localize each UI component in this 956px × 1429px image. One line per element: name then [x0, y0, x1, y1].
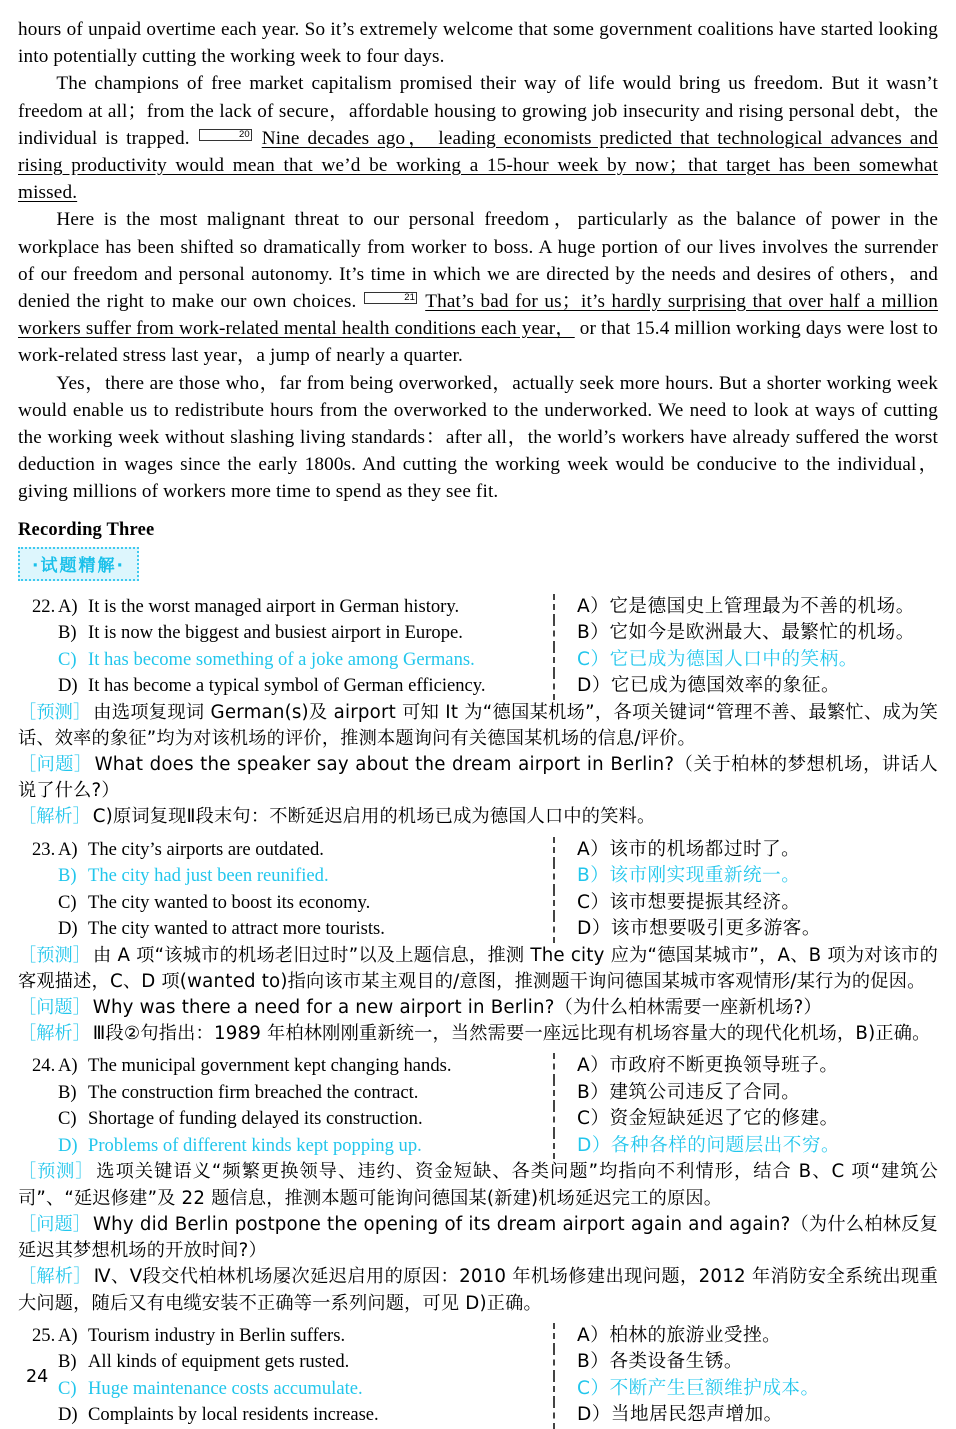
- option-text-zh: 不断产生巨额维护成本。: [609, 1377, 820, 1399]
- option-letter-zh: D）: [577, 1134, 611, 1156]
- option-letter: B): [58, 622, 77, 644]
- passage-paragraph: [18, 16, 938, 70]
- analysis-line: [18, 700, 938, 752]
- option-row[interactable]: [18, 1323, 938, 1350]
- question-number-spacer: [18, 647, 58, 674]
- option-english[interactable]: [18, 916, 553, 943]
- option-chinese[interactable]: [553, 916, 938, 943]
- option-text-zh: 各种各样的问题层出不穷。: [610, 1134, 841, 1156]
- option-text-zh: 建筑公司违反了合同。: [609, 1081, 801, 1103]
- analysis-line: [18, 943, 938, 995]
- question-number-spacer: [18, 890, 58, 917]
- option-letter-zh: C）: [577, 891, 610, 913]
- analysis-text: Why did Berlin postpone the opening of its dream airport again and again?（为什么柏林反复延迟其梦想机场的开放时间?）: [18, 1213, 938, 1262]
- option-english[interactable]: [18, 673, 553, 700]
- option-english[interactable]: [18, 647, 553, 674]
- analysis-tag: ［预测］: [18, 1161, 95, 1183]
- analysis-tag: ［问题］: [18, 997, 91, 1019]
- option-letter-zh: B）: [577, 1351, 610, 1373]
- analysis-text: 由 A 项“该城市的机场老旧过时”以及上题信息，推测 The city 应为“德国某城市”，A、B 项为对该市的客观描述，C、D 项(wanted to)指向该市某主观目的/意图，推测题干询问德国某城市客观情形/某行为的促因。: [18, 944, 938, 992]
- option-text-zh: 资金短缺延迟了它的修建。: [609, 1108, 839, 1130]
- option-text: Shortage of funding delayed its construction.: [88, 1108, 423, 1130]
- option-text: The city had just been reunified.: [88, 865, 329, 887]
- analysis-line: [18, 1159, 938, 1211]
- option-letter: A): [58, 1055, 78, 1077]
- option-letter: C): [58, 1108, 77, 1130]
- option-english[interactable]: [18, 1080, 553, 1107]
- option-chinese[interactable]: [553, 1106, 938, 1133]
- option-text-zh: 当地居民怨声增加。: [610, 1404, 783, 1426]
- option-row[interactable]: [18, 1080, 938, 1107]
- option-letter-zh: C）: [577, 648, 610, 670]
- analysis-text: Ⅲ段②句指出：1989 年柏林刚刚重新统一，当然需要一座远比现有机场容量大的现代化机场，B)正确。: [92, 1023, 931, 1045]
- option-text: Complaints by local residents increase.: [88, 1404, 379, 1426]
- option-text: All kinds of equipment gets rusted.: [88, 1351, 350, 1373]
- option-english[interactable]: [18, 1133, 553, 1160]
- option-chinese[interactable]: [553, 890, 938, 917]
- option-letter: C): [58, 1377, 77, 1399]
- option-row[interactable]: [18, 1376, 938, 1403]
- option-text-zh: 市政府不断更换领导班子。: [609, 1055, 839, 1077]
- analysis-line: [18, 995, 938, 1021]
- option-row[interactable]: [18, 1053, 938, 1080]
- question-number: 23.: [32, 838, 56, 860]
- option-text: The city wanted to boost its economy.: [88, 891, 371, 913]
- option-english[interactable]: [18, 1323, 553, 1350]
- analysis-line: [18, 804, 938, 830]
- question-block: [18, 837, 938, 1048]
- option-chinese[interactable]: [553, 647, 938, 674]
- option-row[interactable]: [18, 890, 938, 917]
- option-text-zh: 它是德国史上管理最为不善的机场。: [609, 595, 915, 617]
- analysis-line: [18, 752, 938, 804]
- option-letter: A): [58, 838, 78, 860]
- option-letter: B): [58, 1081, 77, 1103]
- passage-text: Here is the most malignant threat to our personal freedom，particularly as the balance of power in the workplace has been shifted so dramatically from worker to boss. A huge portion of our lives involves the surrender of our freedom and personal autonomy. It’s time in which we are directed by the needs and desires of others，and denied the right to make our own choices.: [18, 209, 938, 313]
- question-number-spacer: [18, 916, 58, 943]
- passage-text: Yes，there are those who，far from being overworked，actually seek more hours. But a shorter working week would enable us to redistribute hours from the overworked to the underworked. We need to look at ways of cutting the working week without slashing living standards：after all，the world’s workers have already suffered the worst deduction in wages since the early 1800s. And cutting the working week would be conducive to the individual，giving millions of workers more time to spend as they see fit.: [18, 372, 938, 503]
- option-letter-zh: D）: [577, 675, 611, 697]
- option-chinese[interactable]: [553, 1053, 938, 1080]
- option-row[interactable]: [18, 1133, 938, 1160]
- section-heading: Recording Three: [18, 519, 155, 540]
- option-letter: D): [58, 918, 78, 940]
- sentence-marker: 20: [199, 129, 252, 141]
- option-chinese[interactable]: [553, 620, 938, 647]
- option-row[interactable]: [18, 837, 938, 864]
- question-number: 25.: [32, 1324, 56, 1346]
- underlined-sentence: That’s bad for us；it’s hardly surprising that over half a million workers suffer from work-related mental health conditions each year，: [18, 291, 938, 340]
- analysis-tag: ［问题］: [18, 754, 93, 776]
- option-english[interactable]: [18, 620, 553, 647]
- option-text-zh: 它已成为德国效率的象征。: [610, 675, 841, 697]
- option-chinese[interactable]: [553, 1402, 938, 1429]
- passage-text: The champions of free market capitalism promised their way of life would bring us freedom. But it wasn’t freedom at all；from the lack of secure，affordable housing to growing job insecurity and rising personal debt，the individual is trapped.: [18, 73, 938, 149]
- option-row[interactable]: [18, 620, 938, 647]
- questions-container: [18, 594, 938, 1429]
- analysis-text: 由选项复现词 German(s)及 airport 可知 It 为“德国某机场”，各项关键词“管理不善、最繁忙、成为笑话、效率的象征”均为对该机场的评价，推测本题询问有关德国某机场的信息/评价。: [18, 701, 938, 749]
- sentence-marker: 21: [364, 292, 417, 304]
- analysis-badge: ·试题精解·: [18, 547, 139, 581]
- option-row[interactable]: [18, 1402, 938, 1429]
- option-text: It has become something of a joke among Germans.: [88, 648, 475, 670]
- option-letter-zh: A）: [577, 1055, 610, 1077]
- option-letter: D): [58, 1404, 78, 1426]
- passage-paragraph: [18, 70, 938, 206]
- option-chinese[interactable]: [553, 673, 938, 700]
- analysis-line: [18, 1212, 938, 1264]
- question-number: 24.: [32, 1055, 56, 1077]
- passage-paragraph: [18, 206, 938, 369]
- underlined-sentence: Nine decades ago， leading economists predicted that technological advances and rising productivity would mean that we’d be working a 15-hour week by now；that target has been somewhat missed.: [18, 127, 938, 204]
- option-chinese[interactable]: [553, 1323, 938, 1350]
- option-text-zh: 各类设备生锈。: [609, 1351, 744, 1373]
- analysis-tag: ［预测］: [18, 701, 92, 723]
- option-letter: A): [58, 1324, 78, 1346]
- passage-body: [18, 16, 938, 506]
- question-number-spacer: [18, 1080, 58, 1107]
- option-letter-zh: C）: [577, 1377, 610, 1399]
- option-letter-zh: A）: [577, 1324, 610, 1346]
- option-letter: B): [58, 865, 77, 887]
- question-number: 22.: [32, 595, 56, 617]
- question-number-spacer: [18, 673, 58, 700]
- option-text-zh: 它如今是欧洲最大、最繁忙的机场。: [609, 622, 915, 644]
- option-english[interactable]: [18, 594, 553, 621]
- option-text: It is the worst managed airport in German history.: [88, 595, 460, 617]
- analysis-text: C)原词复现Ⅱ段末句：不断延迟启用的机场已成为德国人口中的笑料。: [92, 806, 656, 828]
- passage-paragraph: [18, 370, 938, 506]
- option-text: The city’s airports are outdated.: [88, 838, 324, 860]
- option-text: Huge maintenance costs accumulate.: [88, 1377, 363, 1399]
- analysis-tag: ［解析］: [18, 1023, 91, 1045]
- option-letter-zh: D）: [577, 918, 611, 940]
- analysis-line: [18, 1021, 938, 1047]
- option-letter-zh: A）: [577, 838, 610, 860]
- option-letter: C): [58, 648, 77, 670]
- option-chinese[interactable]: [553, 1376, 938, 1403]
- option-chinese[interactable]: [553, 1133, 938, 1160]
- option-letter-zh: D）: [577, 1404, 611, 1426]
- option-row[interactable]: [18, 863, 938, 890]
- option-chinese[interactable]: [553, 863, 938, 890]
- question-number-spacer: [18, 1133, 58, 1160]
- option-english[interactable]: [18, 1349, 553, 1376]
- option-chinese[interactable]: [553, 1080, 938, 1107]
- option-letter: A): [58, 595, 78, 617]
- option-chinese[interactable]: [553, 1349, 938, 1376]
- option-letter-zh: B）: [577, 1081, 610, 1103]
- question-number-spacer: [18, 1402, 58, 1429]
- option-row[interactable]: [18, 1106, 938, 1133]
- option-letter-zh: A）: [577, 595, 610, 617]
- question-block: [18, 1323, 938, 1429]
- analysis-tag: ［问题］: [18, 1213, 91, 1235]
- analysis-text: Why was there a need for a new airport in Berlin?（为什么柏林需要一座新机场?）: [92, 997, 822, 1019]
- option-row[interactable]: [18, 1349, 938, 1376]
- page-number: 24: [26, 1367, 49, 1387]
- option-text-zh: 柏林的旅游业受挫。: [609, 1324, 782, 1346]
- option-letter: D): [58, 1134, 78, 1156]
- analysis-tag: ［解析］: [18, 1266, 92, 1288]
- option-chinese[interactable]: [553, 837, 938, 864]
- option-english[interactable]: [18, 1053, 553, 1080]
- question-block: [18, 594, 938, 831]
- option-row[interactable]: [18, 647, 938, 674]
- option-english[interactable]: [18, 837, 553, 864]
- option-text-zh: 该市的机场都过时了。: [609, 838, 801, 860]
- option-english[interactable]: [18, 863, 553, 890]
- option-text-zh: 该市刚实现重新统一。: [609, 865, 801, 887]
- option-english[interactable]: [18, 1402, 553, 1429]
- analysis-tag: ［预测］: [18, 944, 91, 966]
- option-text: Problems of different kinds kept popping up.: [88, 1134, 422, 1156]
- option-letter: D): [58, 675, 78, 697]
- option-text-zh: 该市想要吸引更多游客。: [610, 918, 821, 940]
- option-text-zh: 该市想要提振其经济。: [609, 891, 801, 913]
- analysis-text: 选项关键语义“频繁更换领导、违约、资金短缺、各类问题”均指向不利情形，结合 B、C 项“建筑公司”、“延迟修建”及 22 题信息，推测本题可能询问德国某(新建)机场延迟完工的原因。: [18, 1161, 938, 1209]
- analysis-line: [18, 1264, 938, 1316]
- option-english[interactable]: [18, 890, 553, 917]
- question-number-spacer: [18, 620, 58, 647]
- option-english[interactable]: [18, 1376, 553, 1403]
- option-chinese[interactable]: [553, 594, 938, 621]
- question-number-spacer: [18, 863, 58, 890]
- option-text-zh: 它已成为德国人口中的笑柄。: [609, 648, 858, 670]
- option-letter: C): [58, 891, 77, 913]
- question-number-spacer: [18, 1106, 58, 1133]
- option-letter-zh: B）: [577, 622, 610, 644]
- analysis-text: Ⅳ、Ⅴ段交代柏林机场屡次延迟启用的原因：2010 年机场修建出现问题，2012 年消防安全系统出现重大问题，随后又有电缆安装不正确等一系列问题，可见 D)正确。: [18, 1266, 938, 1314]
- option-row[interactable]: [18, 916, 938, 943]
- option-text: It is now the biggest and busiest airport in Europe.: [88, 622, 463, 644]
- option-text: The city wanted to attract more tourists.: [88, 918, 385, 940]
- option-letter-zh: C）: [577, 1108, 610, 1130]
- analysis-text: What does the speaker say about the dream airport in Berlin?（关于柏林的梦想机场，讲话人说了什么?）: [18, 754, 938, 802]
- option-english[interactable]: [18, 1106, 553, 1133]
- option-letter: B): [58, 1351, 77, 1373]
- option-text: It has become a typical symbol of German efficiency.: [88, 675, 486, 697]
- option-text: The construction firm breached the contract.: [88, 1081, 419, 1103]
- option-text: Tourism industry in Berlin suffers.: [88, 1324, 346, 1346]
- analysis-tag: ［解析］: [18, 806, 91, 828]
- option-text: The municipal government kept changing hands.: [88, 1055, 452, 1077]
- option-row[interactable]: [18, 673, 938, 700]
- option-row[interactable]: [18, 594, 938, 621]
- passage-text: or that 15.4 million working days were lost to work-related stress last year，a jump of nearly a quarter.: [18, 318, 939, 367]
- question-block: [18, 1053, 938, 1316]
- passage-text: hours of unpaid overtime each year. So it’s extremely welcome that some government coalitions have started looking into potentially cutting the working week to four days.: [18, 19, 938, 68]
- option-letter-zh: B）: [577, 865, 610, 887]
